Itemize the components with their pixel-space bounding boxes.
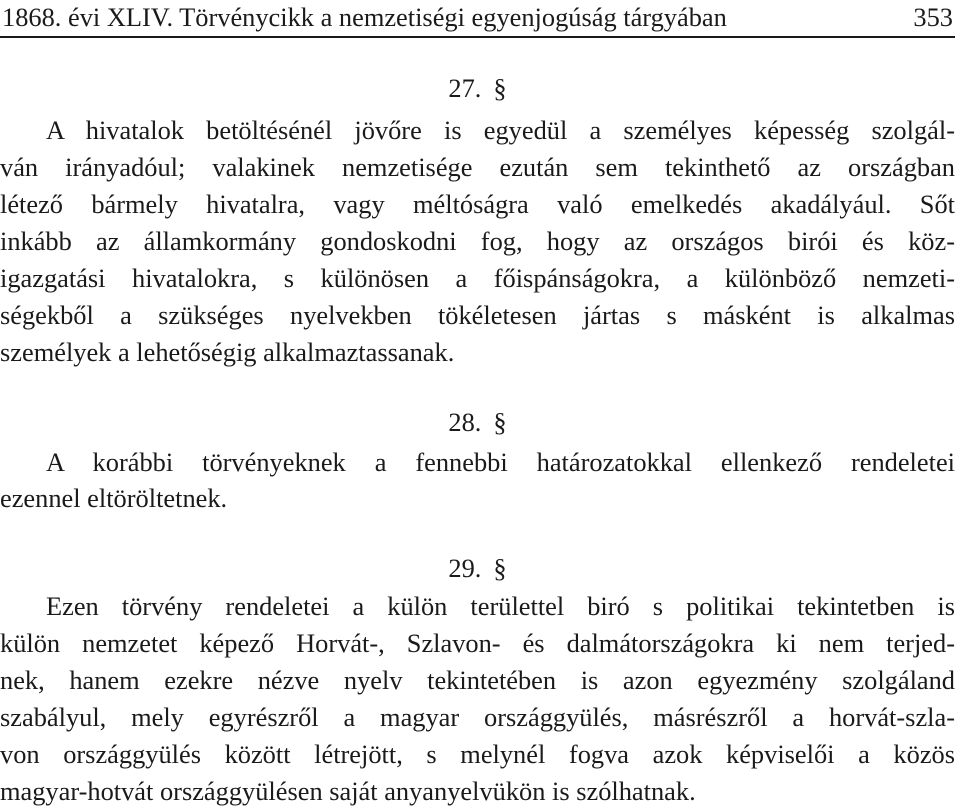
- paragraph-line: igazgatási hivatalokra, s különösen a főispánságokra, a különböző nemzeti-: [0, 263, 955, 293]
- section-heading: [0, 406, 955, 438]
- paragraph-line: nek, hanem ezekre nézve nyelv tekintetében is azon egyezmény szolgáland: [0, 665, 955, 695]
- paragraph-line: von országgyülés között létrejött, s melynél fogva azok képviselői a közös: [0, 739, 955, 769]
- paragraph-line: személyek a lehetőségig alkalmaztassanak.: [0, 337, 455, 367]
- section-number: 28.: [448, 407, 482, 437]
- paragraph-line: ségekből a szükséges nyelvekben tökéletesen jártas s másként is alkalmas: [0, 300, 955, 330]
- section-heading: [0, 552, 955, 584]
- section-number: 29.: [448, 553, 482, 583]
- section-symbol: §: [493, 553, 507, 583]
- paragraph-line: A hivatalok betöltésénél jövőre is egyedül a személyes képesség szolgál-: [46, 115, 955, 145]
- running-header: [0, 0, 955, 38]
- paragraph-line: létező bármely hivatalra, vagy méltóságra való emelkedés akadályául. Sőt: [0, 189, 955, 219]
- paragraph-line: Ezen törvény rendeletei a külön területtel biró s politikai tekintetben is: [46, 591, 955, 621]
- section-symbol: §: [493, 407, 507, 437]
- section-heading: [0, 72, 955, 104]
- section-number: 27.: [448, 73, 482, 103]
- paragraph-line: magyar-hotvát országgyülésen saját anyanyelvükön is szólhatnak.: [0, 776, 696, 806]
- paragraph-line: ezennel eltöröltetnek.: [0, 483, 228, 513]
- paragraph-line: ván irányadóul; valakinek nemzetisége ezután sem tekinthető az országban: [0, 152, 955, 182]
- paragraph-line: külön nemzetet képező Horvát-, Szlavon- és dalmátországokra ki nem terjed-: [0, 628, 955, 658]
- section-symbol: §: [493, 73, 507, 103]
- paragraph-line: inkább az államkormány gondoskodni fog, hogy az országos birói és köz-: [0, 226, 955, 256]
- page-number: 353: [913, 2, 953, 32]
- paragraph-line: szabályul, mely egyrészről a magyar országgyülés, másrészről a horvát-szla-: [0, 702, 955, 732]
- header-title: 1868. évi XLIV. Törvénycikk a nemzetiségi egyenjogúság tárgyában: [2, 2, 727, 32]
- paragraph-line: A korábbi törvényeknek a fennebbi határozatokkal ellenkező rendeletei: [46, 447, 955, 477]
